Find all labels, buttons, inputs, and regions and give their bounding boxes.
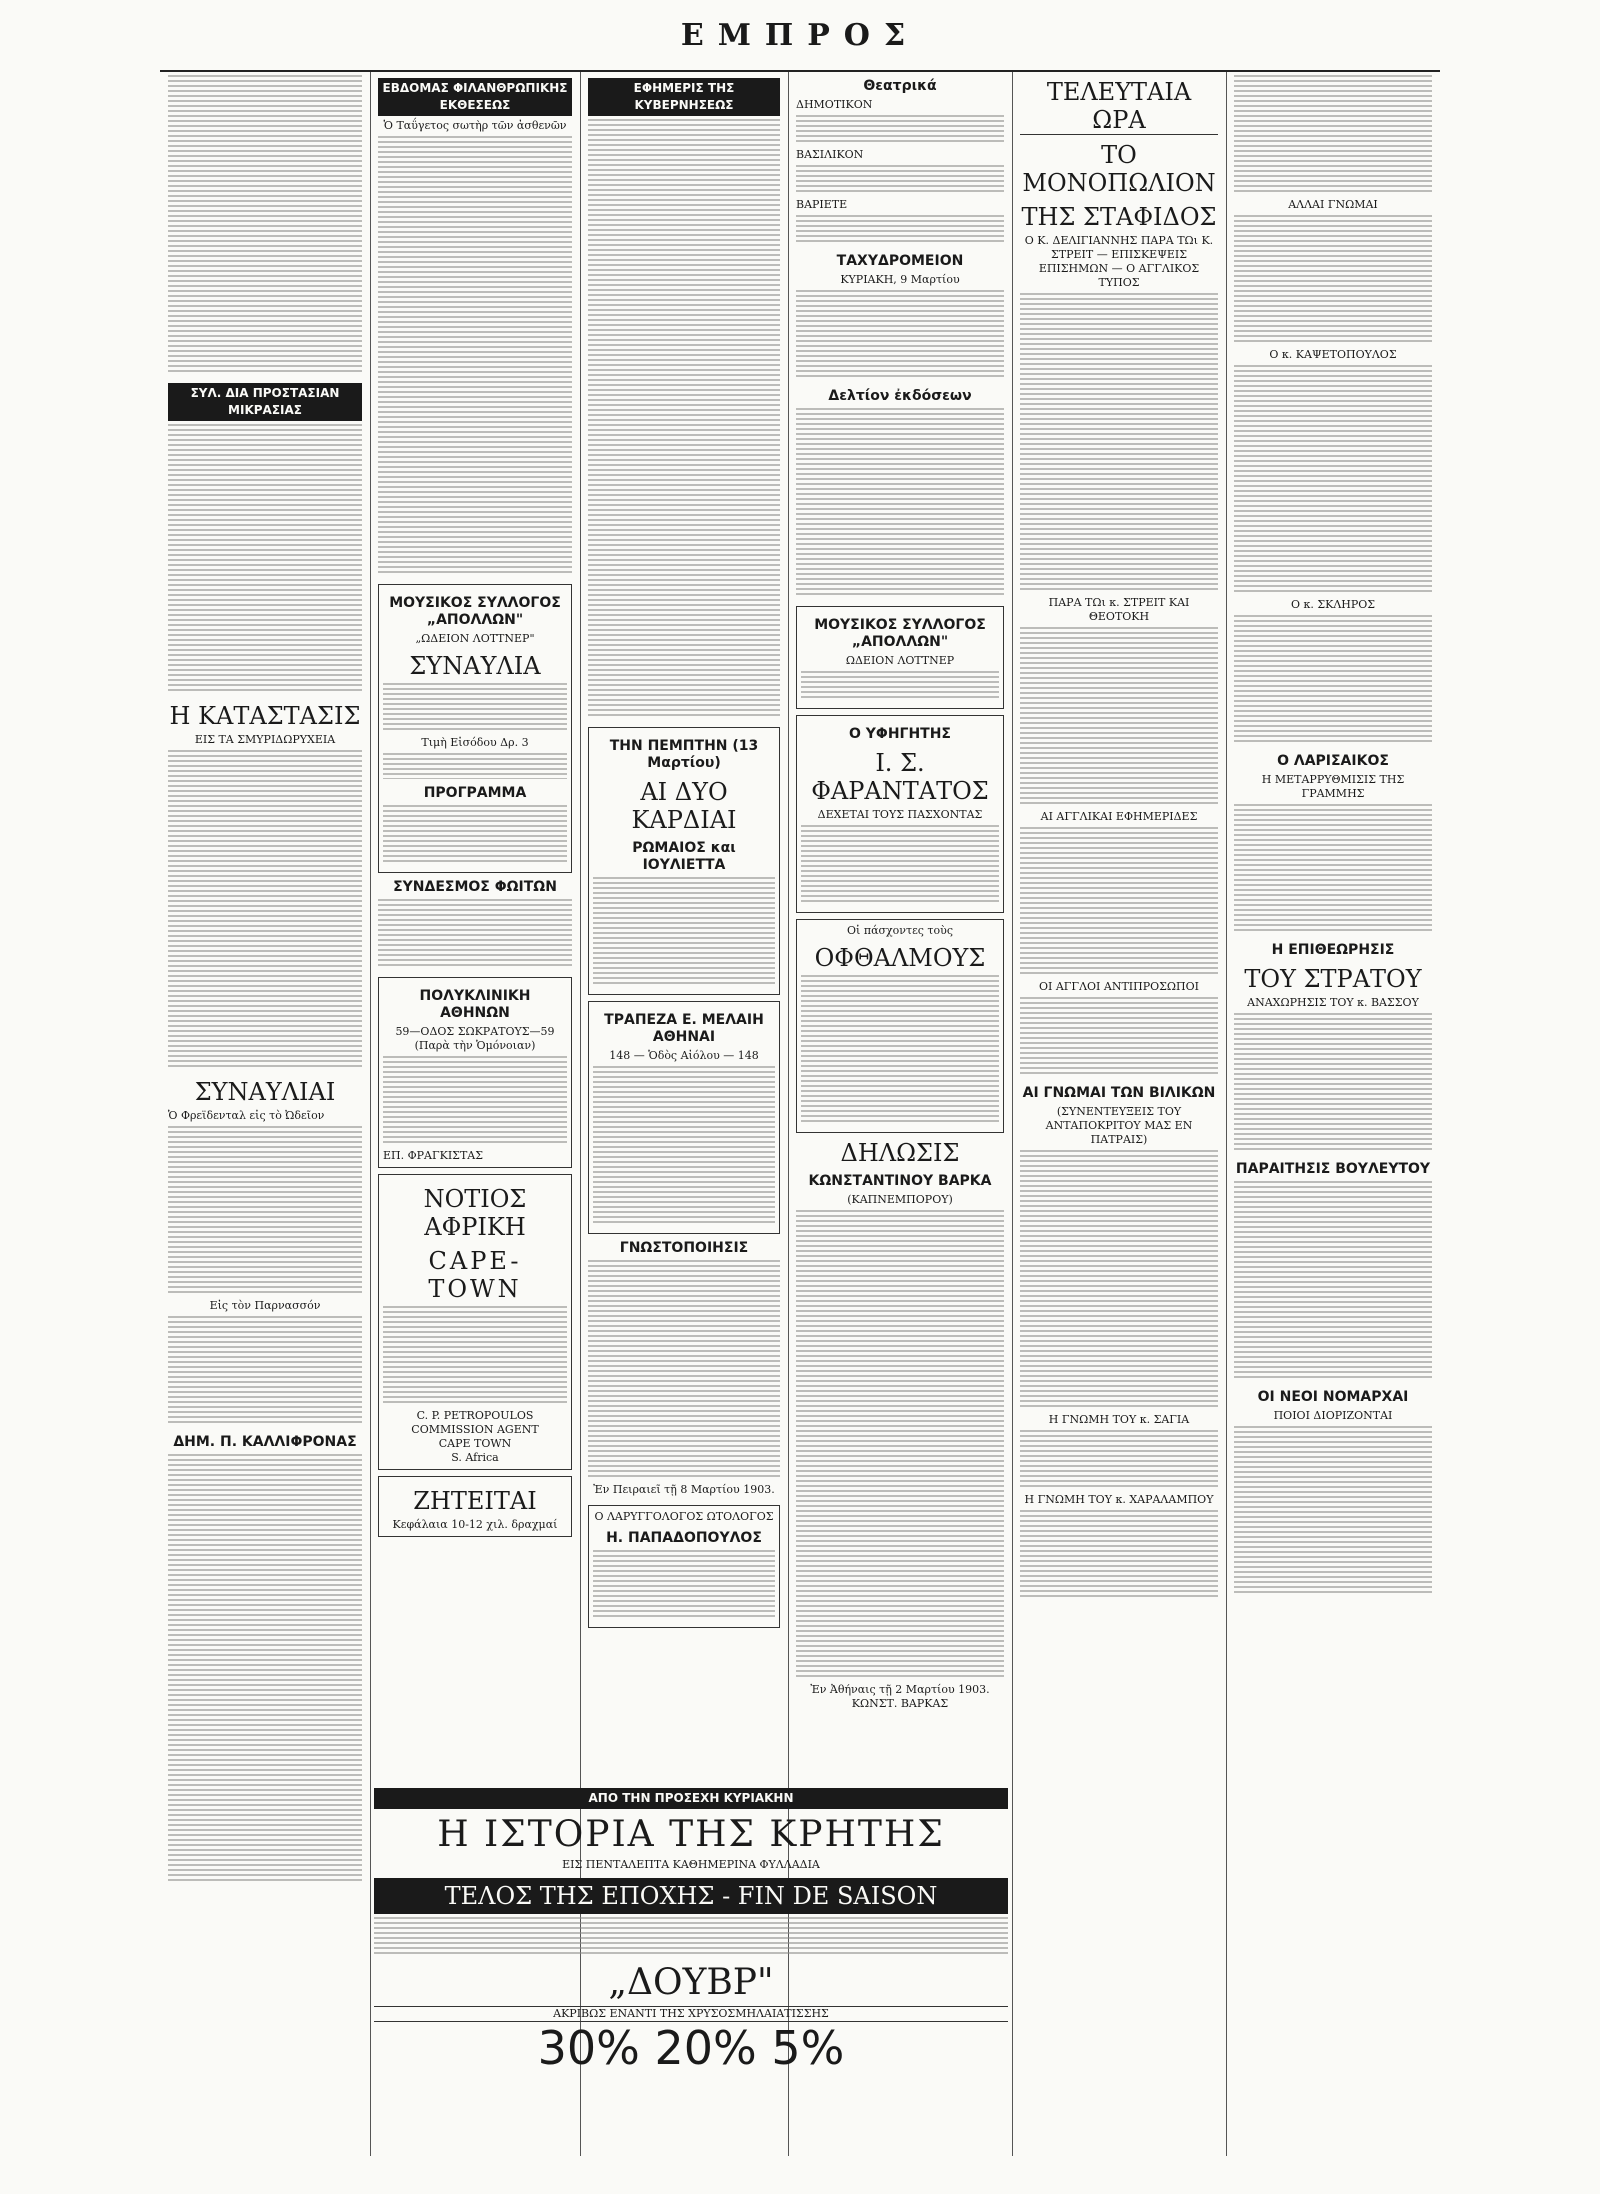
article — [588, 78, 780, 719]
masthead — [0, 8, 1600, 78]
ad-heading: ΠΟΛΥΚΛΙΝΙΚΗ ΑΘΗΝΩΝ — [419, 988, 531, 1021]
article-subheading: Ο κ. ΚΑΨΕΤΟΠΟΥΛΟΣ — [1269, 348, 1397, 361]
article-body — [1020, 1510, 1218, 1600]
article — [168, 702, 362, 1070]
article-heading: ΟΙ ΝΕΟΙ ΝΟΜΑΡΧΑΙ — [1257, 1389, 1409, 1405]
ad-price: Τιμὴ Εἰσόδου Δρ. 3 — [421, 736, 529, 749]
ad-subheading: ΩΔΕΙΟΝ ΛΟΤΤΝΕΡ — [845, 654, 955, 667]
article-subheading: (ΣΥΝΕΝΤΕΥΞΕΙΣ ΤΟΥ ΑΝΤΑΠΟΚΡΙΤΟΥ ΜΑΣ ΕΝ ΠΑΤΡΑΙΣ) — [1045, 1105, 1193, 1146]
article-body — [1234, 215, 1432, 345]
article-body — [168, 1454, 362, 1884]
article — [1234, 942, 1432, 1153]
article — [1234, 1161, 1432, 1381]
theatre-listing: ΒΑΣΙΛΙΚΟΝ — [796, 148, 864, 161]
article-body — [1234, 365, 1432, 595]
article-heading: ΣΥΝΔΕΣΜΟΣ ΦΩΙΤΩΝ — [393, 879, 557, 895]
ad-address: 148 — Ὁδὸς Αἰόλου — 148 — [609, 1049, 759, 1062]
advertisement — [588, 727, 780, 995]
ad-body — [383, 805, 567, 865]
ad-heading: ΝΟΤΙΟΣ ΑΦΡΙΚΗ — [423, 1185, 527, 1241]
article-subheading: Η ΓΝΩΜΗ ΤΟΥ κ. ΣΑΓΙΑ — [1048, 1413, 1190, 1426]
article-dateline: Ἐν Πειραιεῖ τῇ 8 Μαρτίου 1903. — [593, 1483, 775, 1496]
advertisement — [796, 715, 1004, 913]
ad-title: Η ΙΣΤΟΡΙΑ ΤΗΣ ΚΡΗΤΗΣ — [437, 1814, 945, 1855]
ad-subheading: (Παρὰ τὴν Ὁμόνοιαν) — [414, 1039, 536, 1052]
ad-subheading: Ο ΛΑΡΥΓΓΟΛΟΓΟΣ ΩΤΟΛΟΓΟΣ — [594, 1510, 774, 1523]
ad-heading: ΤΡΑΠΕΖΑ Ε. ΜΕΛΑΙΗ ΑΘΗΝΑΙ — [604, 1012, 764, 1045]
ad-heading: Η. ΠΑΠΑΔΟΠΟΥΛΟΣ — [606, 1530, 762, 1546]
article-body — [588, 1260, 780, 1480]
article — [168, 1434, 362, 1884]
ad-heading: ΜΟΥΣΙΚΟΣ ΣΥΛΛΟΓΟΣ „ΑΠΟΛΛΩΝ" — [389, 595, 561, 628]
ad-line: Κεφάλαια 10-12 χιλ. δραχμαί — [392, 1518, 558, 1531]
article-body — [588, 119, 780, 719]
article-body — [168, 424, 362, 694]
bottom-advertisement — [374, 1782, 1008, 2075]
article-body — [1020, 827, 1218, 977]
article-subheading: ΠΑΡΑ ΤΩι κ. ΣΤΡΕΙΤ ΚΑΙ ΘΕΟΤΟΚΗ — [1048, 596, 1190, 623]
advertisement — [378, 1476, 572, 1537]
ad-line: COMMISSION AGENT — [411, 1423, 539, 1436]
ad-subheading: CAPE-TOWN — [428, 1247, 522, 1303]
ad-body — [383, 1056, 567, 1146]
article-heading: Δελτίον ἐκδόσεων — [828, 388, 972, 404]
article-subheading: ΑΝΑΧΩΡΗΣΙΣ ΤΟΥ κ. ΒΑΣΣΟΥ — [1247, 996, 1419, 1009]
article-body — [796, 290, 1004, 380]
article-body — [168, 1316, 362, 1426]
article-body — [796, 1210, 1004, 1680]
article-body — [1020, 627, 1218, 807]
ad-address: 59—ΟΔΟΣ ΣΩΚΡΑΤΟΥΣ—59 — [395, 1025, 555, 1038]
article-heading: ΔΗΜ. Π. ΚΑΛΛΙΦΡΟΝΑΣ — [173, 1434, 357, 1450]
article-dateline: ΚΥΡΙΑΚΗ, 9 Μαρτίου — [840, 273, 960, 286]
article-subheading: ΑΛΛΑΙ ΓΝΩΜΑΙ — [1288, 198, 1378, 211]
article-heading: ΤΟΥ ΣΤΡΑΤΟΥ — [1244, 965, 1422, 993]
ad-body — [593, 1066, 775, 1226]
advertisement — [588, 1505, 780, 1628]
ad-subheading: „ΩΔΕΙΟΝ ΛΟΤΤΝΕΡ" — [415, 632, 535, 645]
ad-subheading: ΔΕΧΕΤΑΙ ΤΟΥΣ ΠΑΣΧΟΝΤΑΣ — [817, 808, 983, 821]
article-subheading: ΕΙΣ ΤΑ ΣΜΥΡΙΔΩΡΥΧΕΙΑ — [194, 733, 336, 746]
article-subheading: Η ΜΕΤΑΡΡΥΘΜΙΣΙΣ ΤΗΣ ΓΡΑΜΜΗΣ — [1261, 773, 1405, 800]
article-heading: ΤΑΧΥΔΡΟΜΕΙΟΝ — [836, 253, 964, 269]
article-body — [1020, 293, 1218, 593]
article-subheading: ΚΩΝΣΤΑΝΤΙΝΟΥ ΒΑΡΚΑ — [808, 1173, 992, 1189]
article-body — [796, 115, 1004, 145]
column-5 — [1012, 72, 1226, 2156]
article — [1234, 753, 1432, 934]
article-subheading: Ο κ. ΣΚΛΗΡΟΣ — [1290, 598, 1376, 611]
article-subheading: Εἰς τὸν Παρνασσόν — [209, 1299, 321, 1312]
article-body — [168, 75, 362, 375]
ad-program-heading: ΠΡΟΓΡΑΜΜΑ — [423, 785, 527, 801]
columns — [160, 72, 1440, 2156]
article-heading: Η ΕΠΙΘΕΩΡΗΣΙΣ — [1271, 942, 1395, 958]
article-body — [378, 899, 572, 969]
advertisement — [796, 606, 1004, 709]
article-body — [1020, 1150, 1218, 1410]
section-heading: ΤΕΛΕΥΤΑΙΑ ΩΡΑ — [1020, 78, 1218, 135]
article-dateline: Ἐν Ἀθήναις τῇ 2 Μαρτίου 1903. — [810, 1683, 990, 1696]
article — [588, 1240, 780, 1497]
article-heading: ΤΟ ΜΟΝΟΠΩΛΙΟΝ — [1022, 141, 1216, 197]
ad-line: C. P. PETROPOULOS — [416, 1409, 534, 1422]
ad-title: Ι. Σ. ΦΑΡΑΝΤΑΤΟΣ — [811, 749, 989, 805]
article — [796, 1139, 1004, 1711]
theatre-listing: ΒΑΡΙΕΤΕ — [796, 198, 848, 211]
article-body — [1234, 615, 1432, 745]
article-lead: Ὁ Φρεϊδενταλ εἰς τὸ Ὠδεῖον — [168, 1109, 325, 1122]
ad-store-name: „ΔΟΥΒΡ" — [608, 1962, 774, 2003]
article-body — [1020, 1430, 1218, 1490]
advertisement — [378, 1174, 572, 1470]
article-signature: ΚΩΝΣΤ. ΒΑΡΚΑΣ — [851, 1697, 949, 1710]
article-body — [168, 750, 362, 1070]
article-body — [1234, 1426, 1432, 1596]
ad-body — [593, 1550, 775, 1620]
ad-subheading: Οἱ πάσχοντες τοὺς — [847, 924, 953, 937]
article — [168, 383, 362, 694]
article-heading: ΣΥΝΑΥΛΙΑΙ — [194, 1078, 336, 1106]
ad-body — [801, 825, 999, 905]
ad-title: ΑΙ ΔΥΟ ΚΑΡΔΙΑΙ — [631, 778, 737, 834]
ad-heading: ΤΗΝ ΠΕΜΠΤΗΝ (13 Μαρτίου) — [609, 738, 759, 771]
ad-heading: Ο ΥΦΗΓΗΤΗΣ — [849, 726, 951, 742]
article-subheading: ΟΙ ΑΓΓΛΟΙ ΑΝΤΙΠΡΟΣΩΠΟΙ — [1039, 980, 1199, 993]
article-heading: ΑΙ ΓΝΩΜΑΙ ΤΩΝ ΒΙΛΙΚΩΝ — [1022, 1085, 1216, 1101]
article-deck: Ο Κ. ΔΕΛΙΓΙΑΝΝΗΣ ΠΑΡΑ ΤΩι Κ. ΣΤΡΕΙΤ — ΕΠΙΣΚΕΨΕΙΣ ΕΠΙΣΗΜΩΝ — Ο ΑΓΓΛΙΚΟΣ ΤΥΠΟΣ — [1024, 234, 1214, 289]
advertisement — [588, 1001, 780, 1234]
article-heading: ΕΦΗΜΕΡΙΣ ΤΗΣ ΚΥΒΕΡΝΗΣΕΩΣ — [588, 78, 780, 116]
newspaper-title: ΕΜΠΡΟΣ — [680, 18, 920, 53]
ad-heading: ΑΠΟ ΤΗΝ ΠΡΟΣΕΧΗ ΚΥΡΙΑΚΗΝ — [374, 1788, 1008, 1809]
article — [1234, 1389, 1432, 1596]
advertisement — [796, 919, 1004, 1133]
theatre-listing: ΔΗΜΟΤΙΚΟΝ — [796, 98, 873, 111]
ad-body — [374, 1917, 1008, 1957]
ad-body — [383, 753, 567, 779]
article — [1020, 78, 1218, 1077]
article-body — [796, 165, 1004, 195]
ad-line: S. Africa — [451, 1451, 499, 1464]
ad-title: ΡΩΜΑΙΟΣ και ΙΟΥΛΙΕΤΤΑ — [632, 840, 736, 873]
article-subheading: Ὁ Ταΰγετος σωτὴρ τῶν ἀσθενῶν — [383, 119, 567, 132]
article-heading: Η ΚΑΤΑΣΤΑΣΙΣ — [169, 702, 361, 730]
article-body — [1234, 75, 1432, 195]
article — [796, 253, 1004, 380]
ad-subheading: ΕΙΣ ΠΕΝΤΑΛΕΠΤΑ ΚΑΘΗΜΕΡΙΝΑ ΦΥΛΛΑΔΙΑ — [562, 1858, 820, 1871]
article-heading: ΕΒΔΟΜΑΣ ΦΙΛΑΝΘΡΩΠΙΚΗΣ ΕΚΘΕΣΕΩΣ — [378, 78, 572, 116]
article-body — [796, 215, 1004, 245]
article-subheading: (ΚΑΠΝΕΜΠΟΡΟΥ) — [847, 1193, 953, 1206]
article — [1234, 75, 1432, 745]
ad-heading: ΖΗΤΕΙΤΑΙ — [413, 1487, 537, 1515]
article-subheading: ΑΙ ΑΓΓΛΙΚΑΙ ΕΦΗΜΕΡΙΔΕΣ — [1040, 810, 1198, 823]
article-body — [168, 1126, 362, 1296]
ad-body — [801, 671, 999, 701]
article-heading: ΓΝΩΣΤΟΠΟΙΗΣΙΣ — [619, 1240, 749, 1256]
ad-body — [383, 1306, 567, 1406]
column-1 — [160, 72, 370, 2156]
article-body — [796, 408, 1004, 598]
article — [168, 1078, 362, 1426]
article-heading: Θεατρικά — [863, 78, 937, 94]
ad-body — [593, 877, 775, 987]
ad-signature: ΕΠ. ΦΡΑΓΚΙΣΤΑΣ — [383, 1149, 484, 1162]
article-body — [378, 136, 572, 576]
article-subheading: ΠΟΙΟΙ ΔΙΟΡΙΖΟΝΤΑΙ — [1273, 1409, 1393, 1422]
advertisement — [378, 977, 572, 1168]
ad-body — [383, 683, 567, 733]
article-body — [1234, 1181, 1432, 1381]
article — [1020, 1085, 1218, 1600]
ad-line: CAPE TOWN — [438, 1437, 512, 1450]
article-heading: ΤΗΣ ΣΤΑΦΙΔΟΣ — [1021, 203, 1217, 231]
article — [796, 388, 1004, 598]
article-body — [1234, 1013, 1432, 1153]
article-body — [1234, 804, 1432, 934]
column-6 — [1226, 72, 1440, 2156]
article-body — [1020, 997, 1218, 1077]
article-subheading: Η ΓΝΩΜΗ ΤΟΥ κ. ΧΑΡΑΛΑΜΠΟΥ — [1024, 1493, 1214, 1506]
article — [378, 879, 572, 969]
ad-title: ΣΥΝΑΥΛΙΑ — [409, 652, 541, 680]
ad-body — [801, 975, 999, 1125]
advertisement — [378, 584, 572, 873]
ad-title: ΤΕΛΟΣ ΤΗΣ ΕΠΟΧΗΣ - FIN DE SAISON — [374, 1878, 1008, 1914]
article-heading: ΠΑΡΑΙΤΗΣΙΣ ΒΟΥΛΕΥΤΟΥ — [1235, 1161, 1431, 1177]
article-heading: ΣΥΛ. ΔΙΑ ΠΡΟΣΤΑΣΙΑΝ ΜΙΚΡΑΣΙΑΣ — [168, 383, 362, 421]
ad-heading: ΜΟΥΣΙΚΟΣ ΣΥΛΛΟΓΟΣ „ΑΠΟΛΛΩΝ" — [814, 617, 986, 650]
article-heading: Ο ΛΑΡΙΣΑΙΚΟΣ — [1277, 753, 1389, 769]
ad-address: ΑΚΡΙΒΩΣ ΕΝΑΝΤΙ ΤΗΣ ΧΡΥΣΟΣΜΗΛΑΙΑΤΙΣΣΗΣ — [374, 2006, 1008, 2022]
article — [796, 78, 1004, 245]
ad-heading: ΟΦΘΑΛΜΟΥΣ — [814, 944, 986, 972]
article-heading: ΔΗΛΩΣΙΣ — [840, 1139, 960, 1167]
article — [378, 78, 572, 576]
ad-discounts: 30% 20% 5% — [537, 2021, 845, 2075]
